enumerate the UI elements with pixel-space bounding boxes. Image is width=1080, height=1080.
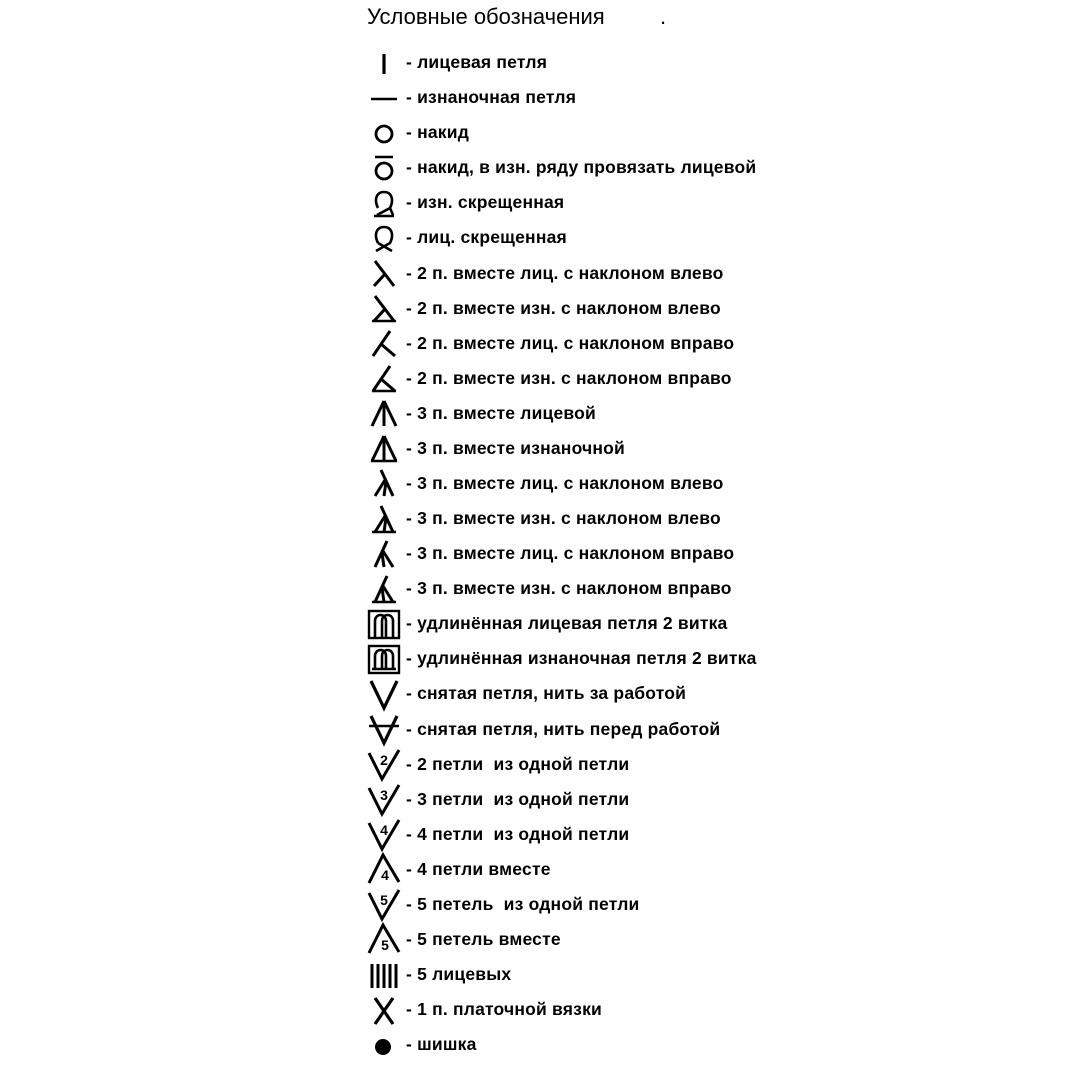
p3tog-left-icon: [366, 502, 402, 536]
increase-count: 3: [380, 787, 388, 804]
legend-item-label: - лиц. скрещенная: [406, 227, 567, 248]
legend-item-label: - 4 петли вместе: [406, 858, 551, 879]
legend-item-label: - лицевая петля: [406, 52, 548, 73]
legend-item-label: - удлинённая лицевая петля 2 витка: [406, 613, 728, 634]
legend-item-label: - 3 п. вместе лиц. с наклоном вправо: [406, 543, 735, 564]
legend-item-label: - 2 п. вместе изн. с наклоном вправо: [406, 367, 732, 388]
legend-item: [366, 45, 1066, 80]
legend-item: [366, 501, 1066, 536]
p2tog-left-icon: [366, 291, 402, 325]
legend-item: [366, 992, 1066, 1027]
legend-item: [366, 711, 1066, 746]
increase-2-icon: [366, 747, 402, 781]
legend-item: [366, 641, 1066, 676]
legend-item: [366, 185, 1066, 220]
knit-stitch-icon: [366, 46, 402, 80]
legend-item-label: - 3 п. вместе изнаночной: [406, 437, 626, 458]
legend-item: [366, 536, 1066, 571]
increase-count: 5: [380, 892, 388, 909]
legend-item-label: - 2 п. вместе лиц. с наклоном влево: [406, 262, 724, 283]
legend-item-label: - 2 петли из одной петли: [406, 753, 630, 774]
legend-item-label: - изн. скрещенная: [406, 192, 565, 213]
legend-item: [366, 150, 1066, 185]
yarn-over-icon: [366, 116, 402, 150]
decrease-count: 5: [381, 937, 389, 954]
increase-4-icon: [366, 817, 402, 851]
legend-item-label: - снятая петля, нить за работой: [406, 683, 687, 704]
legend-item-label: - 3 п. вместе изн. с наклоном влево: [406, 508, 721, 529]
k3tog-icon: [366, 396, 402, 430]
increase-count: 4: [380, 822, 388, 839]
bobble-icon: [366, 1028, 402, 1062]
twisted-purl-icon: [366, 186, 402, 220]
legend-item: [366, 676, 1066, 711]
legend-item-label: - накид: [406, 122, 470, 143]
legend-item-label: - 2 п. вместе изн. с наклоном влево: [406, 297, 721, 318]
legend-item-label: - изнаночная петля: [406, 87, 577, 108]
twisted-knit-icon: [366, 221, 402, 255]
k2tog-left-icon: [366, 256, 402, 290]
decrease-5-icon: [366, 922, 402, 956]
elongated-knit-icon: [366, 607, 402, 641]
legend-item-label: - 3 п. вместе лиц. с наклоном влево: [406, 472, 724, 493]
decrease-count: 4: [381, 867, 389, 884]
elongated-purl-icon: [366, 642, 402, 676]
k3tog-left-icon: [366, 466, 402, 500]
legend-item-label: - 5 петель из одной петли: [406, 893, 640, 914]
legend-title: Условные обозначения: [367, 4, 605, 29]
legend-item-label: - 5 лицевых: [406, 964, 512, 985]
increase-count: 2: [380, 752, 388, 769]
legend-item: [366, 115, 1066, 150]
legend-item-label: - снятая петля, нить перед работой: [406, 718, 721, 739]
p2tog-right-icon: [366, 361, 402, 395]
slip-wyib-icon: [366, 677, 402, 711]
legend-item-label: - 1 п. платочной вязки: [406, 999, 602, 1020]
legend-item-label: - 5 петель вместе: [406, 928, 561, 949]
legend-item-label: - 3 п. вместе изн. с наклоном вправо: [406, 578, 732, 599]
legend-item: [366, 291, 1066, 326]
legend-item: [366, 922, 1066, 957]
purl-stitch-icon: [366, 81, 402, 115]
slip-wyif-icon: [366, 712, 402, 746]
legend-item: [366, 852, 1066, 887]
increase-3-icon: [366, 782, 402, 816]
legend-item: [366, 326, 1066, 361]
legend-item: [366, 747, 1066, 782]
legend-item: [366, 817, 1066, 852]
five-knit-icon: [366, 958, 402, 992]
p3tog-icon: [366, 431, 402, 465]
symbol-legend: [366, 45, 1066, 1062]
legend-item: [366, 887, 1066, 922]
yarn-over-knit-on-wrong-side-icon: [366, 151, 402, 185]
legend-item-label: - удлинённая изнаночная петля 2 витка: [406, 648, 757, 669]
legend-item: [366, 571, 1066, 606]
legend-item: [366, 255, 1066, 290]
legend-item: [366, 396, 1066, 431]
k2tog-right-icon: [366, 326, 402, 360]
legend-item: [366, 1027, 1066, 1062]
legend-item: [366, 782, 1066, 817]
k3tog-right-icon: [366, 537, 402, 571]
legend-item-label: - 2 п. вместе лиц. с наклоном вправо: [406, 332, 735, 353]
legend-item-label: - 4 петли из одной петли: [406, 823, 630, 844]
increase-5-icon: [366, 887, 402, 921]
legend-item-label: - шишка: [406, 1034, 477, 1055]
title-dot: .: [660, 4, 667, 29]
legend-item-label: - 3 п. вместе лицевой: [406, 402, 596, 423]
legend-item: [366, 220, 1066, 255]
legend-item: [366, 957, 1066, 992]
legend-item-label: - 3 петли из одной петли: [406, 788, 630, 809]
legend-item: [366, 466, 1066, 501]
legend-item: [366, 80, 1066, 115]
garter-stitch-icon: [366, 993, 402, 1027]
decrease-4-icon: [366, 852, 402, 886]
legend-item: [366, 361, 1066, 396]
p3tog-right-icon: [366, 572, 402, 606]
legend-item-label: - накид, в изн. ряду провязать лицевой: [406, 157, 757, 178]
legend-item: [366, 431, 1066, 466]
legend-item: [366, 606, 1066, 641]
